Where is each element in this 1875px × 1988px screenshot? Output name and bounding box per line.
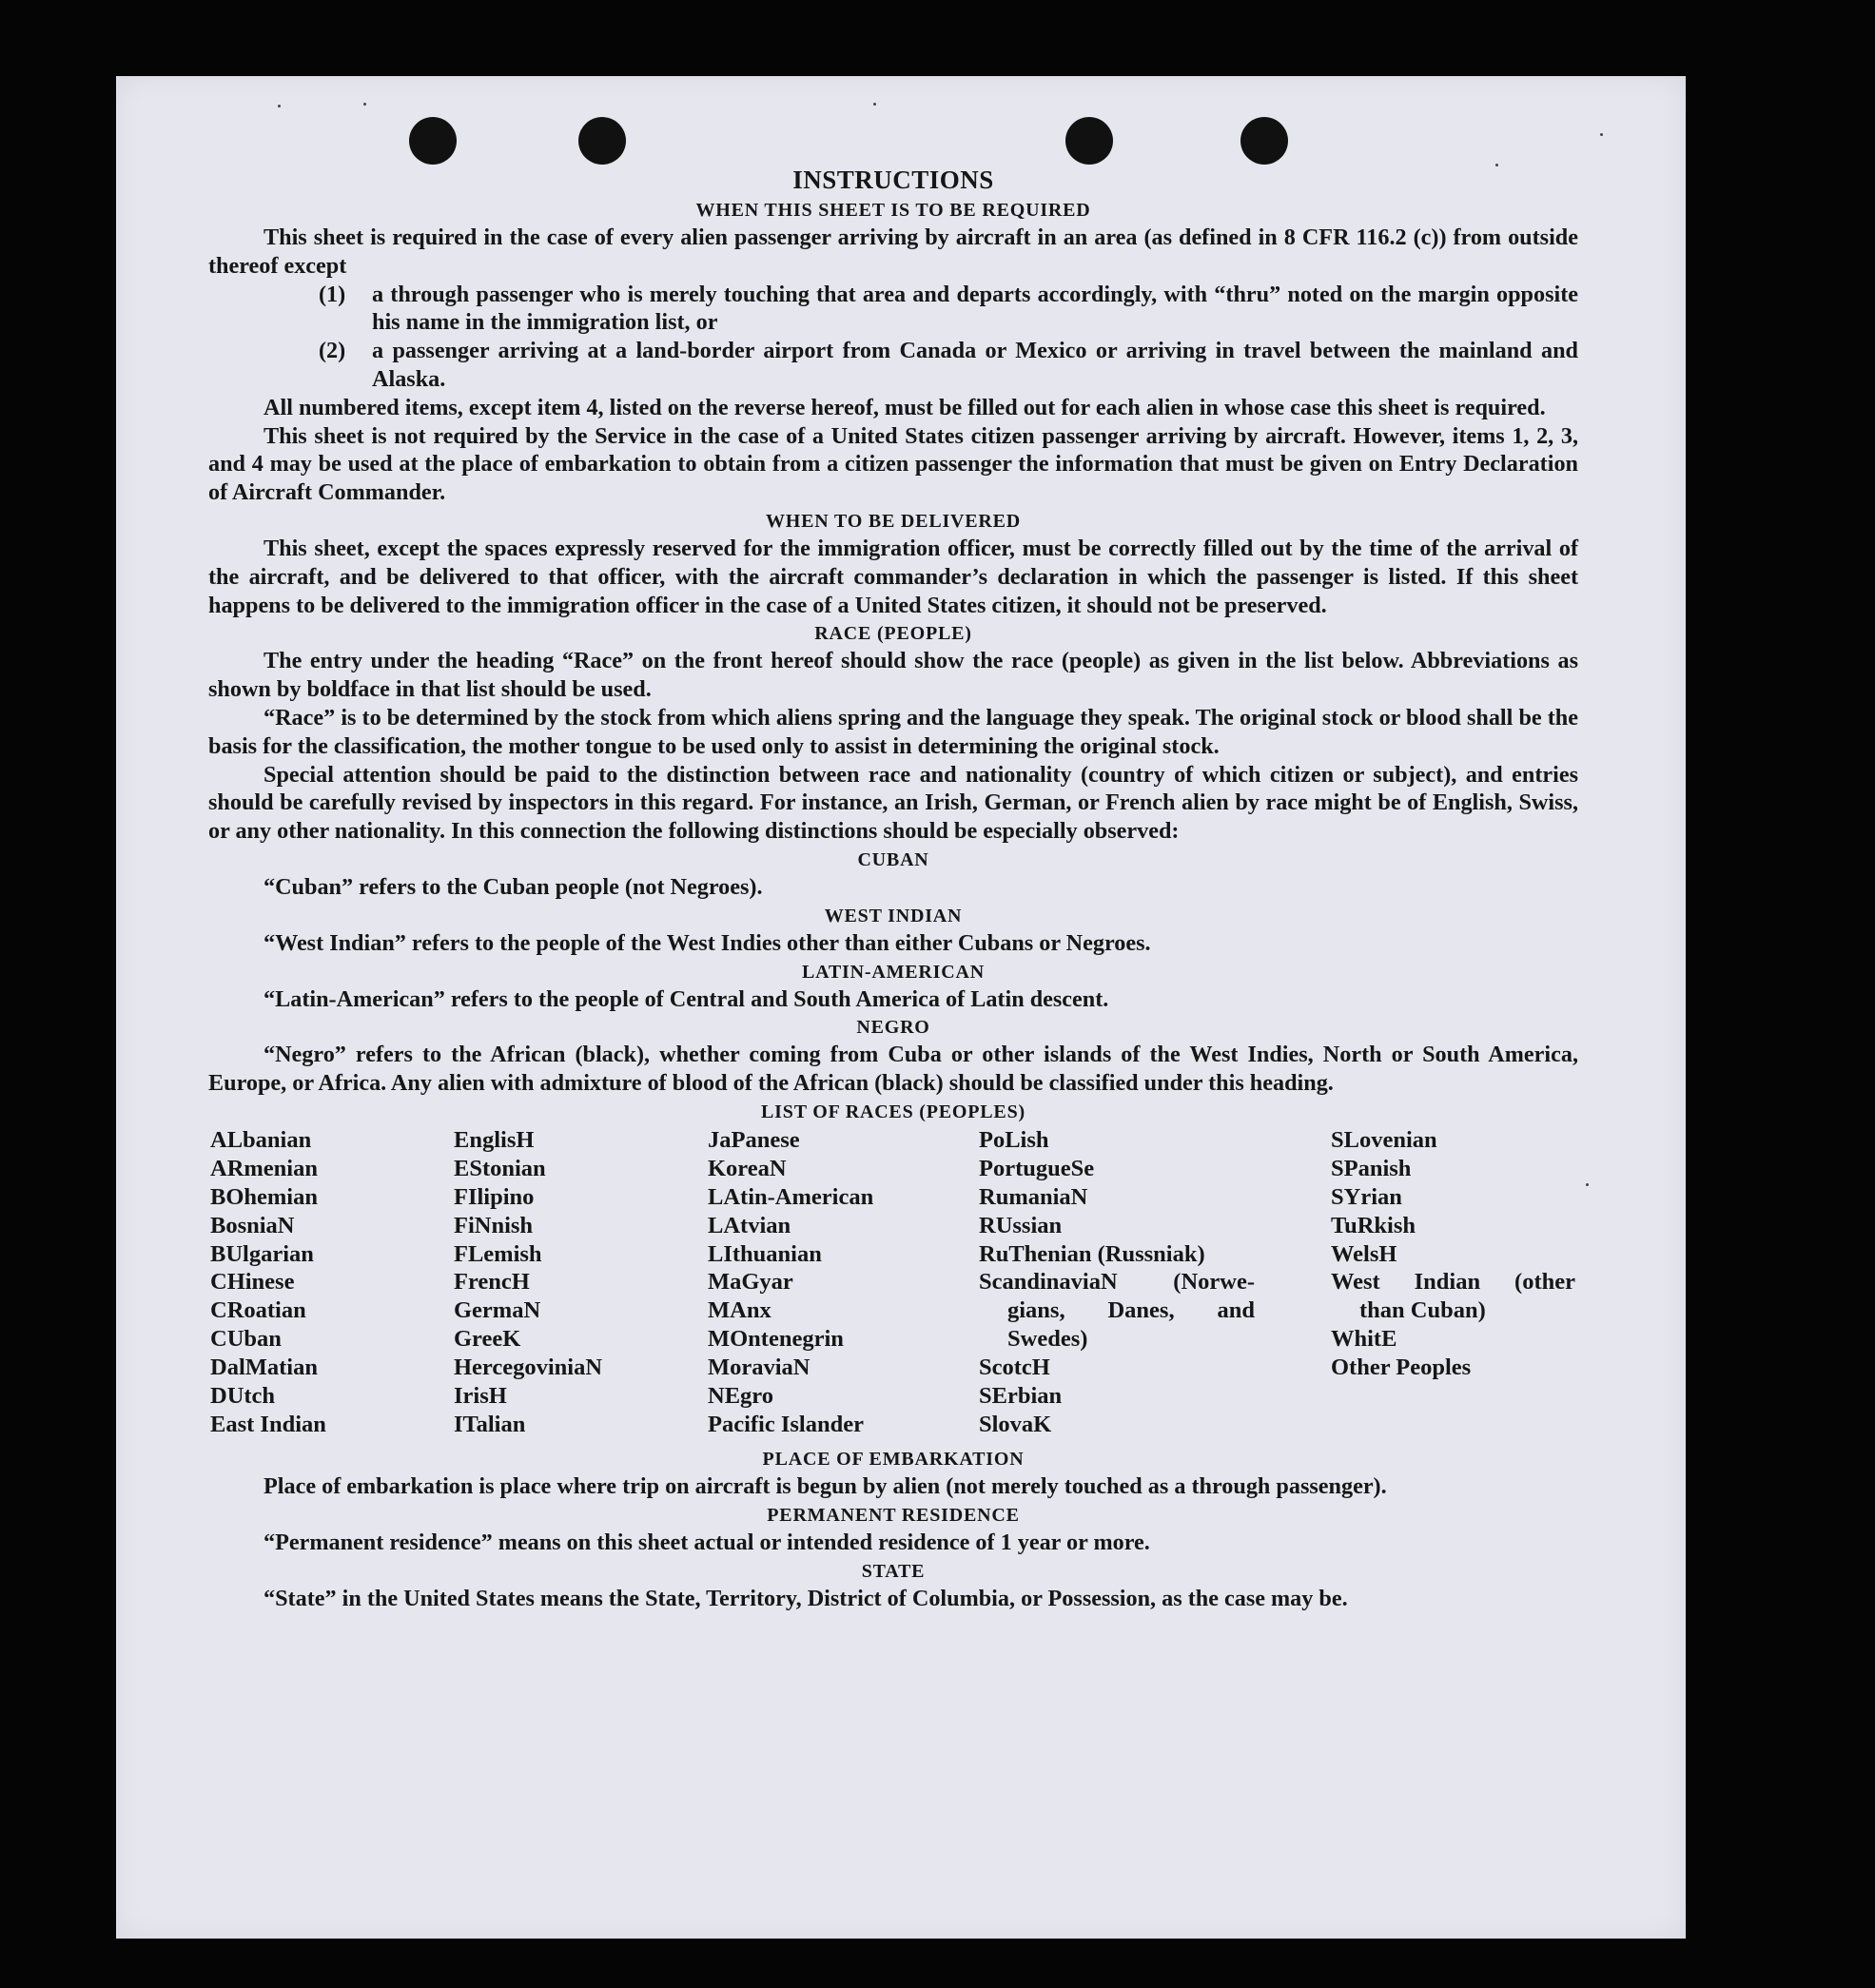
instructions-body (208, 164, 1578, 1612)
race-entry: SlovaK (979, 1411, 1052, 1437)
section-heading-west-indian: WEST INDIAN (824, 905, 963, 926)
races-column-1 (210, 1126, 326, 1439)
race-entry-scandinavian-cont: Swedes) (1007, 1326, 1088, 1353)
races-column-5 (1331, 1126, 1575, 1382)
race-paragraph: The entry under the heading “Race” on the front hereof should show the race (people) as given in the list below. Abbreviations as shown by boldface in that list should be used. (208, 648, 1578, 703)
race-entry: LAtin-American (708, 1183, 874, 1210)
race-entry: Other Peoples (1331, 1355, 1472, 1381)
race-entry-west-indian: West Indian (other (1331, 1269, 1575, 1296)
section-heading-residence: PERMANENT RESIDENCE (767, 1504, 1020, 1526)
race-entry: Pacific Islander (708, 1411, 864, 1437)
race-entry: ITalian (454, 1411, 526, 1437)
when-required-intro: This sheet is required in the case of every alien passenger arriving by aircraft in an area (as defined in 8 CFR 116.2 (c)) from outside thereof except (208, 224, 1578, 279)
race-entry: BosniaN (210, 1212, 295, 1238)
section-heading-when-required: WHEN THIS SHEET IS TO BE REQUIRED (695, 200, 1091, 221)
race-entry: RumaniaN (979, 1183, 1088, 1210)
items-note: All numbered items, except item 4, listed on the reverse hereof, must be filled out for each alien in whose case this sheet is required. (264, 394, 1546, 420)
residence-definition: “Permanent residence” means on this sheet actual or intended residence of 1 year or more. (264, 1529, 1150, 1555)
paper-speck (363, 103, 366, 106)
race-entry: RuThenian (Russniak) (979, 1240, 1205, 1267)
race-entry: NEgro (708, 1383, 773, 1410)
race-entry: HercegoviniaN (454, 1355, 603, 1381)
race-entry: BUlgarian (210, 1240, 314, 1267)
races-column-4 (979, 1126, 1255, 1439)
exception-item (208, 281, 1578, 338)
negro-definition: “Negro” refers to the African (black), whether coming from Cuba or other islands of the West Indies, North or South America, Europe, or Africa. Any alien with admixture of blood of the African (black) should be classified under this heading. (208, 1042, 1578, 1097)
west-indian-definition: “West Indian” refers to the people of the West Indies other than either Cubans or Negroes. (264, 929, 1151, 956)
section-heading-negro: NEGRO (856, 1017, 930, 1039)
embarkation-definition: Place of embarkation is place where trip on aircraft is begun by alien (not merely touched as a through passenger). (264, 1472, 1387, 1499)
race-entry: SYrian (1331, 1183, 1402, 1210)
exception-item (208, 337, 1578, 394)
race-entry-scandinavian: ScandinaviaN (Norwe- (979, 1269, 1255, 1296)
section-heading-cuban: CUBAN (857, 848, 929, 870)
race-entry: IrisH (454, 1383, 507, 1410)
page-title: INSTRUCTIONS (792, 166, 994, 194)
race-paragraph: “Race” is to be determined by the stock from which aliens spring and the language they speak. The original stock or blood shall be the basis for the classification, the mother tongue to be used only to assist in determining the original stock. (208, 704, 1578, 759)
race-entry: KoreaN (708, 1155, 787, 1181)
race-entry: East Indian (210, 1411, 326, 1437)
race-entry: MoraviaN (708, 1355, 811, 1381)
race-entry: RUssian (979, 1212, 1063, 1238)
list-of-races-heading: LIST OF RACES (PEOPLES) (761, 1101, 1025, 1122)
race-entry: TuRkish (1331, 1212, 1416, 1238)
race-entry: EnglisH (454, 1126, 535, 1153)
race-entry: JaPanese (708, 1126, 800, 1153)
race-entry: MaGyar (708, 1269, 793, 1296)
race-entry: SLovenian (1331, 1126, 1437, 1153)
section-heading-latin-american: LATIN-AMERICAN (802, 961, 985, 983)
when-delivered-text: This sheet, except the spaces expressly reserved for the immigration officer, must be correctly filled out by the time of the arrival of the aircraft, and be delivered to that officer, with the aircraft commander’s declaration in which the passenger is listed. If this sheet happens to be delivered to the immigration officer in the case of a United States citizen, it should not be preserved. (208, 535, 1578, 618)
citizen-note: This sheet is not required by the Service in the case of a United States citizen passenger arriving by aircraft. However, items 1, 2, 3, and 4 may be used at the place of embarkation to obtain from a citizen passenger the information that must be given on Entry Declaration of Aircraft Commander. (208, 422, 1578, 506)
race-entry: GreeK (454, 1326, 521, 1353)
race-entry: DUtch (210, 1383, 276, 1410)
race-entry: WelsH (1331, 1240, 1397, 1267)
paper-speck (278, 105, 281, 107)
race-entry: FIlipino (454, 1183, 535, 1210)
race-entry: CHinese (210, 1269, 295, 1296)
exception-number: (1) (319, 281, 346, 307)
race-entry: EStonian (454, 1155, 546, 1181)
paper-speck (1586, 1183, 1589, 1186)
section-heading-when-delivered: WHEN TO BE DELIVERED (765, 510, 1022, 532)
race-entry: FLemish (454, 1240, 542, 1267)
race-entry: BOhemian (210, 1183, 318, 1210)
race-entry: MAnx (708, 1297, 771, 1324)
punch-hole (578, 117, 626, 165)
races-column-3 (708, 1126, 873, 1439)
race-entry: GermaN (454, 1297, 541, 1324)
exception-number: (2) (319, 338, 346, 364)
race-entry: SErbian (979, 1383, 1063, 1410)
race-entry: ARmenian (210, 1155, 318, 1181)
latin-american-definition: “Latin-American” refers to the people of Central and South America of Latin descent. (264, 985, 1109, 1012)
document-page (116, 76, 1686, 1939)
race-entry-west-indian-cont: than Cuban) (1359, 1297, 1486, 1324)
race-entry: ALbanian (210, 1126, 312, 1153)
race-entry: CUban (210, 1326, 282, 1353)
punch-hole (1065, 117, 1113, 165)
exception-text: a through passenger who is merely touching that area and departs accordingly, with “thru” noted on the margin opposite his name in the immigration list, or (372, 281, 1578, 336)
race-entry: FiNnish (454, 1212, 534, 1238)
paper-speck (873, 103, 876, 106)
race-entry: CRoatian (210, 1297, 306, 1324)
race-entry: ScotcH (979, 1355, 1050, 1381)
race-entry: MOntenegrin (708, 1326, 844, 1353)
race-entry: LAtvian (708, 1212, 791, 1238)
punch-hole (1240, 117, 1288, 165)
section-heading-state: STATE (861, 1560, 926, 1582)
state-definition: “State” in the United States means the State, Territory, District of Columbia, or Possession, as the case may be. (264, 1585, 1348, 1611)
race-entry: PortugueSe (979, 1155, 1095, 1181)
race-entry: DalMatian (210, 1355, 318, 1381)
section-heading-race: RACE (PEOPLE) (814, 623, 972, 645)
race-entry: LIthuanian (708, 1240, 822, 1267)
race-paragraph: Special attention should be paid to the distinction between race and nationality (country of which citizen or subject), and entries should be carefully revised by inspectors in this regard. For instance, an Irish, German, or French alien by race might be of English, Swiss, or any other nationality. In this connection the following distinctions should be especially observed: (208, 761, 1578, 845)
race-entry: WhitE (1331, 1326, 1397, 1353)
cuban-definition: “Cuban” refers to the Cuban people (not Negroes). (264, 873, 763, 900)
exception-text: a passenger arriving at a land-border airport from Canada or Mexico or arriving in travel between the mainland and Alaska. (372, 338, 1578, 392)
race-entry: FrencH (454, 1269, 530, 1296)
race-entry: SPanish (1331, 1155, 1412, 1181)
list-of-races (208, 1126, 1578, 1445)
races-column-2 (454, 1126, 602, 1439)
race-entry: PoLish (979, 1126, 1049, 1153)
race-entry-scandinavian-cont: gians, Danes, and (1007, 1297, 1255, 1324)
section-heading-embarkation: PLACE OF EMBARKATION (762, 1448, 1025, 1470)
paper-speck (1600, 133, 1603, 136)
punch-hole (409, 117, 457, 165)
